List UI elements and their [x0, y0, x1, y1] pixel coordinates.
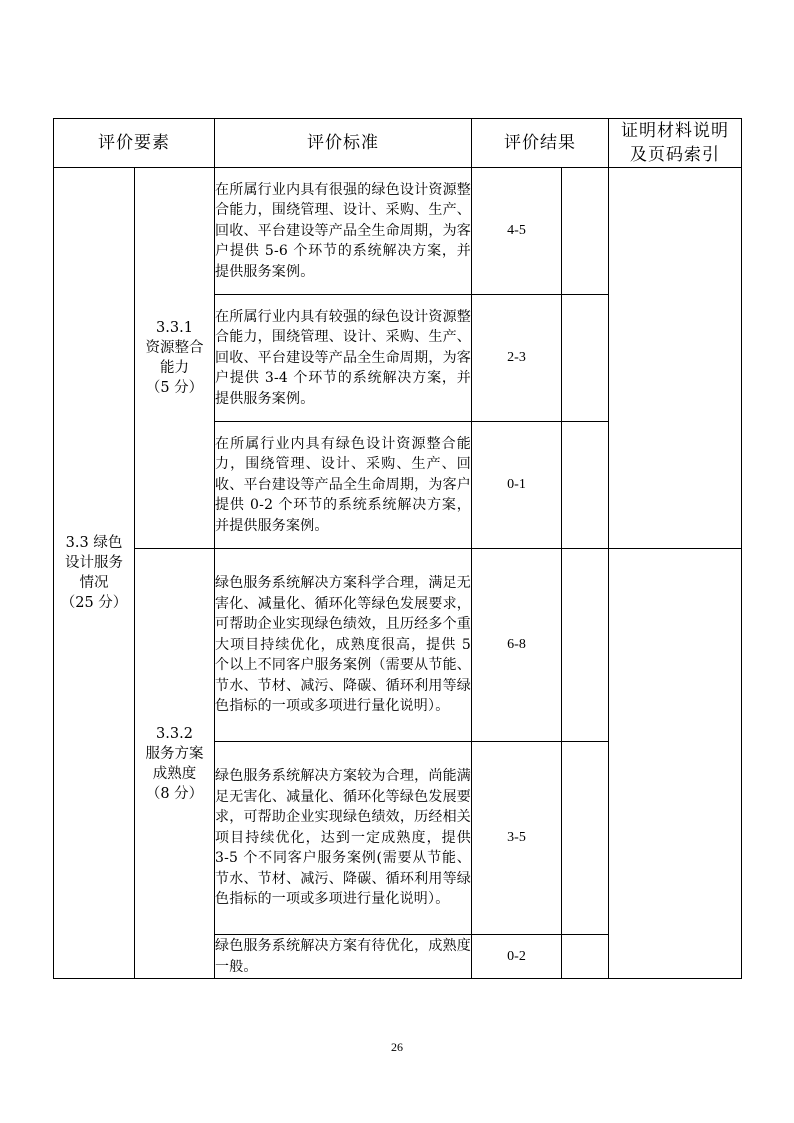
result-input-cell[interactable]: [562, 742, 609, 935]
criterion-cell: 绿色服务系统解决方案有待优化，成熟度一般。: [215, 935, 472, 979]
subsection-points: （8 分）: [145, 785, 204, 802]
header-evidence-line1: 证明材料说明: [621, 121, 729, 141]
subsection-points: （5 分）: [145, 380, 204, 396]
score-range-cell: 0-2: [472, 935, 562, 979]
result-input-cell[interactable]: [562, 422, 609, 549]
score-range-cell: 0-1: [472, 422, 562, 549]
subsection-code: 3.3.1: [156, 320, 193, 336]
score-range-cell: 4-5: [472, 168, 562, 295]
subsection-cell-3-3-2: [135, 549, 215, 979]
header-evidence: [609, 119, 742, 168]
table-row: [54, 168, 742, 295]
result-input-cell[interactable]: [562, 295, 609, 422]
result-input-cell[interactable]: [562, 168, 609, 295]
header-standard: 评价标准: [215, 119, 472, 168]
subsection-name-line1: 资源整合: [145, 340, 204, 356]
criterion-cell: 在所属行业内具有绿色设计资源整合能力，围绕管理、设计、采购、生产、回收、平台建设等产品全生命周期，为客户提供 0-2 个环节的系统系统解决方案，并提供服务案例。: [215, 422, 472, 549]
score-range-cell: 6-8: [472, 549, 562, 742]
criterion-cell: 在所属行业内具有很强的绿色设计资源整合能力，围绕管理、设计、采购、生产、回收、平台建设等产品全生命周期，为客户提供 5-6 个环节的系统解决方案，并提供服务案例。: [215, 168, 472, 295]
category-cell: [54, 168, 135, 979]
subsection-name-line1: 服务方案: [145, 745, 204, 762]
header-row: [54, 119, 742, 168]
category-line3: 情况: [79, 575, 109, 591]
evidence-cell[interactable]: [609, 549, 742, 979]
page-number: 26: [391, 1040, 403, 1054]
criterion-cell: 绿色服务系统解决方案较为合理，尚能满足无害化、减量化、循环化等绿色发展要求，可帮助企业实现绿色绩效，历经相关项目持续优化，达到一定成熟度，提供 3-5 个不同客户服务案例(需要从节能、节水、节材、减污、降碳、循环利用等绿色指标的一项或多项进行量化说明）。: [215, 742, 472, 935]
evaluation-table: [53, 118, 742, 979]
subsection-code: 3.3.2: [156, 725, 193, 742]
criterion-cell: 绿色服务系统解决方案科学合理，满足无害化、减量化、循环化等绿色发展要求，可帮助企业实现绿色绩效，且历经多个重大项目持续优化，成熟度很高，提供 5 个以上不同客户服务案例（需要从节能、节水、节材、减污、降碳、循环利用等绿色指标的一项或多项进行量化说明）。: [215, 549, 472, 742]
criterion-cell: 在所属行业内具有较强的绿色设计资源整合能力，围绕管理、设计、采购、生产、回收、平台建设等产品全生命周期，为客户提供 3-4 个环节的系统解决方案，并提供服务案例。: [215, 295, 472, 422]
evidence-cell[interactable]: [609, 168, 742, 549]
category-line1: 3.3 绿色: [65, 535, 123, 551]
category-line4: （25 分）: [60, 595, 128, 611]
result-input-cell[interactable]: [562, 549, 609, 742]
score-range-cell: 2-3: [472, 295, 562, 422]
table-row: [54, 549, 742, 742]
result-input-cell[interactable]: [562, 935, 609, 979]
subsection-name-line2: 成熟度: [152, 765, 197, 782]
category-line2: 设计服务: [65, 555, 123, 571]
subsection-cell-3-3-1: [135, 168, 215, 549]
header-element: 评价要素: [54, 119, 215, 168]
score-range-cell: 3-5: [472, 742, 562, 935]
header-evidence-line2: 及页码索引: [630, 145, 720, 165]
subsection-name-line2: 能力: [160, 360, 189, 376]
header-result: 评价结果: [472, 119, 609, 168]
